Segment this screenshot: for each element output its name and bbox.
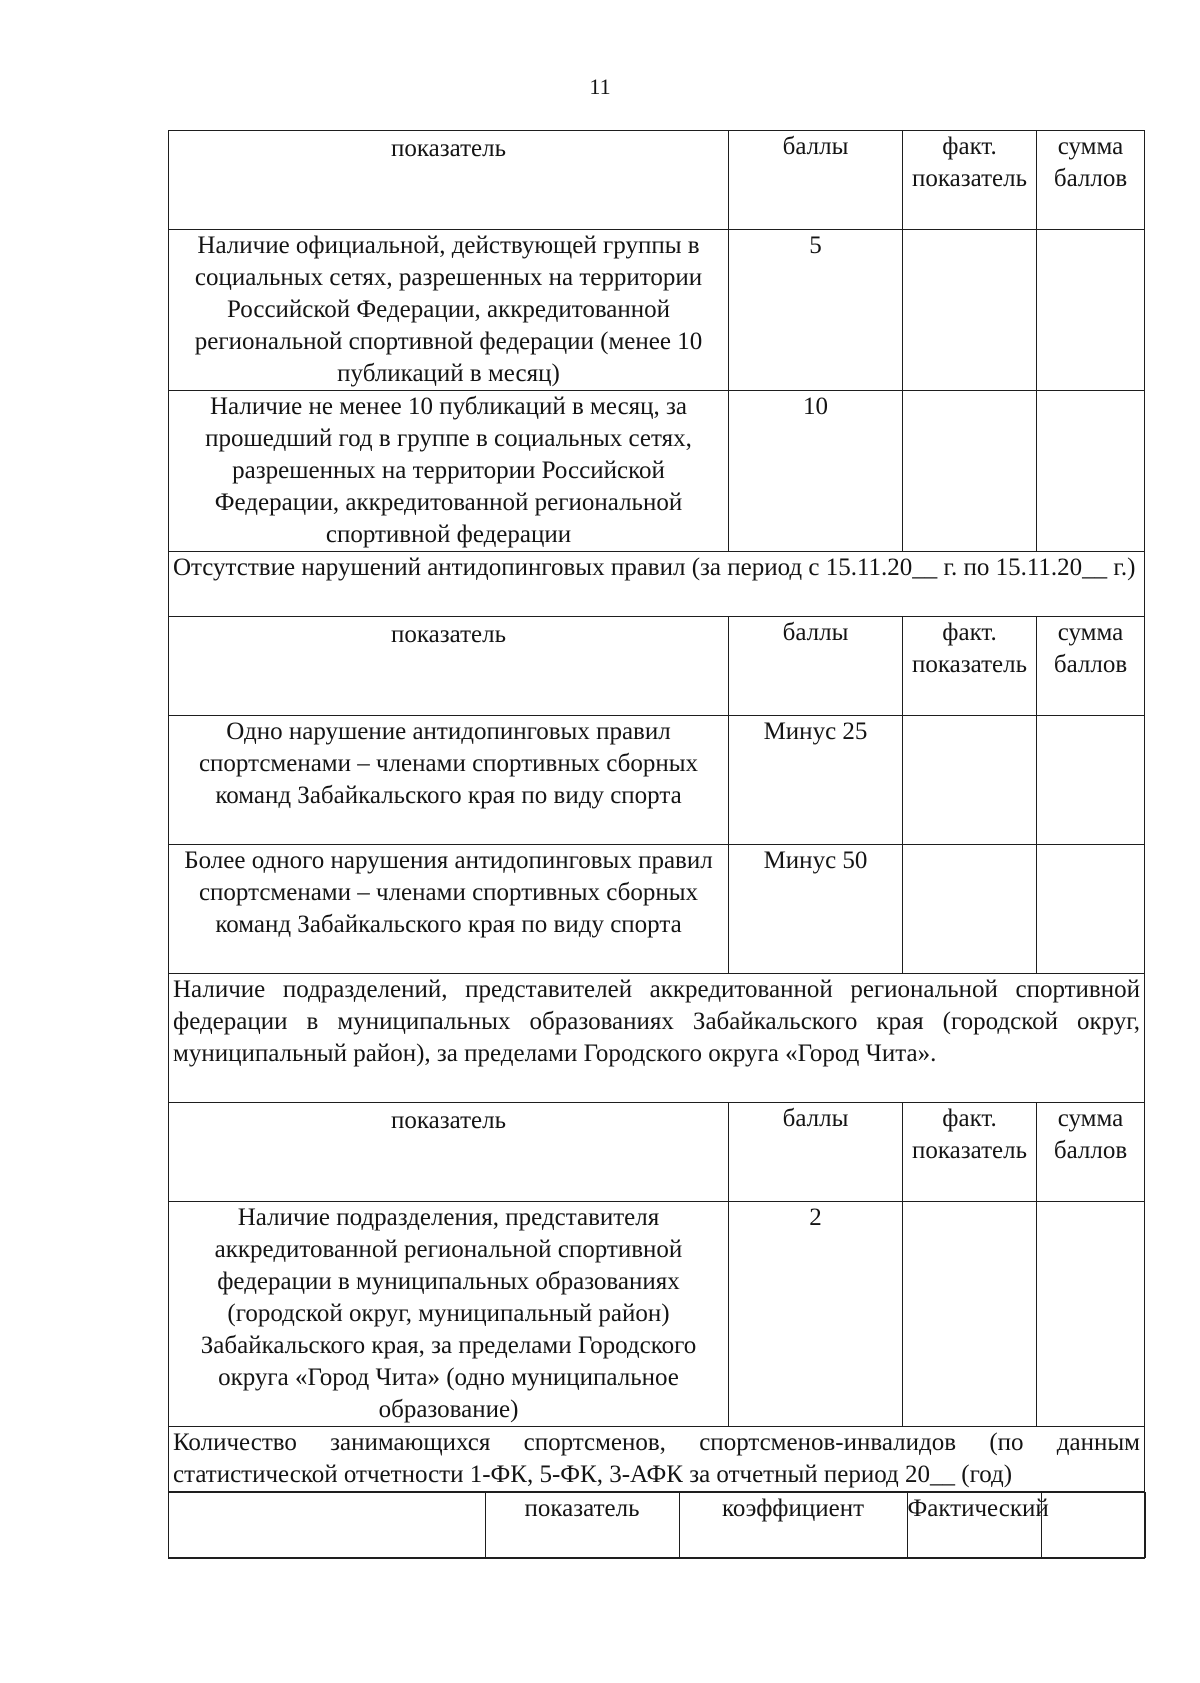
- scoring-table: [168, 130, 1145, 1559]
- table-header-row: [169, 131, 1145, 230]
- last-header-container: [169, 1492, 1145, 1559]
- row-actual-cell: [903, 1202, 1037, 1427]
- row-actual-cell: [903, 716, 1037, 845]
- table-row: [169, 230, 1145, 391]
- row-indicator: Наличие официальной, действующей группы в социальных сетях, разрешенных на территории Российской Федерации, аккредитованной региональной спортивной федерации (менее 10 публикаций в месяц): [169, 230, 729, 391]
- table-row: [169, 716, 1145, 845]
- last-header-col5: [1041, 1493, 1145, 1558]
- row-actual-cell: [903, 230, 1037, 391]
- table-row: [169, 391, 1145, 552]
- row-points: 2: [729, 1202, 903, 1427]
- section-title-antidoping: Отсутствие нарушений антидопинговых правил (за период с 15.11.20__ г. по 15.11.20__ г.): [169, 552, 1145, 617]
- section-title-row: [169, 1427, 1145, 1492]
- section-title-row: [169, 974, 1145, 1103]
- table-header-row: [169, 617, 1145, 716]
- last-header-indicator: показатель: [485, 1493, 679, 1558]
- header-actual: факт. показатель: [903, 617, 1037, 716]
- row-sum-cell: [1037, 845, 1145, 974]
- section-title-subdivisions: Наличие подразделений, представителей аккредитованной региональной спортивной федерации в муниципальных образованиях Забайкальского края (городской округ, муниципальный район), за пределами Городского округа «Город Чита».: [169, 974, 1145, 1103]
- row-indicator: Одно нарушение антидопинговых правил спортсменами – членами спортивных сборных команд Забайкальского края по виду спорта: [169, 716, 729, 845]
- header-sum: сумма баллов: [1037, 131, 1145, 230]
- table-row: [169, 845, 1145, 974]
- row-points: 5: [729, 230, 903, 391]
- row-indicator: Наличие не менее 10 публикаций в месяц, за прошедший год в группе в социальных сетях, разрешенных на территории Российской Федерации, аккредитованной региональной спортивной федерации: [169, 391, 729, 552]
- header-indicator: показатель: [169, 131, 729, 230]
- table-header-row: [169, 1103, 1145, 1202]
- section-title-row: [169, 552, 1145, 617]
- header-points: баллы: [729, 617, 903, 716]
- row-points: 10: [729, 391, 903, 552]
- row-sum-cell: [1037, 1202, 1145, 1427]
- section-title-athletes-count: Количество занимающихся спортсменов, спортсменов-инвалидов (по данным статистической отчетности 1-ФК, 5-ФК, 3-АФК за отчетный период 20__ (год): [169, 1427, 1145, 1492]
- row-indicator: Наличие подразделения, представителя аккредитованной региональной спортивной федерации в муниципальных образованиях (городской округ, муниципальный район) Забайкальского края, за пределами Городского округа «Город Чита» (одно муниципальное образование): [169, 1202, 729, 1427]
- header-actual: факт. показатель: [903, 131, 1037, 230]
- last-header-table: [169, 1492, 1146, 1558]
- row-sum-cell: [1037, 716, 1145, 845]
- header-indicator: показатель: [169, 617, 729, 716]
- header-sum: сумма баллов: [1037, 1103, 1145, 1202]
- row-points: Минус 25: [729, 716, 903, 845]
- table-row: [169, 1202, 1145, 1427]
- row-sum-cell: [1037, 391, 1145, 552]
- last-header-coefficient: коэффициент: [679, 1493, 907, 1558]
- header-sum: сумма баллов: [1037, 617, 1145, 716]
- last-header-actual: Фактический: [907, 1493, 1041, 1558]
- row-indicator: Более одного нарушения антидопинговых правил спортсменами – членами спортивных сборных команд Забайкальского края по виду спорта: [169, 845, 729, 974]
- header-points: баллы: [729, 131, 903, 230]
- row-sum-cell: [1037, 230, 1145, 391]
- page-number: 11: [589, 74, 611, 99]
- row-actual-cell: [903, 845, 1037, 974]
- table-header-row: [169, 1492, 1145, 1559]
- header-indicator: показатель: [169, 1103, 729, 1202]
- last-header-col1: [169, 1493, 485, 1558]
- header-points: баллы: [729, 1103, 903, 1202]
- row-points: Минус 50: [729, 845, 903, 974]
- header-actual: факт. показатель: [903, 1103, 1037, 1202]
- row-actual-cell: [903, 391, 1037, 552]
